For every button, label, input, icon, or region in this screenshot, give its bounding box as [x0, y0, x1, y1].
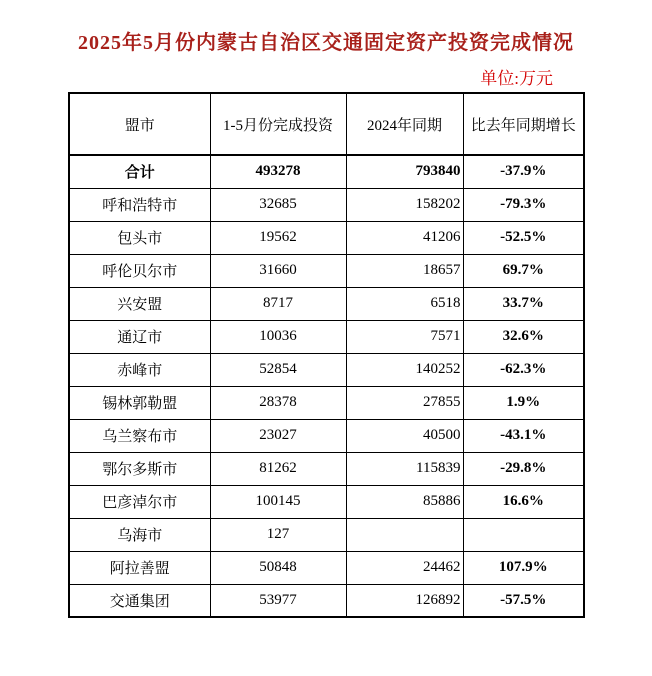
cell-growth-rate: -62.3% [463, 353, 584, 386]
col-header-league-city: 盟市 [69, 93, 210, 155]
cell-previous-year: 27855 [346, 386, 463, 419]
cell-region: 阿拉善盟 [69, 551, 210, 584]
cell-previous-year: 7571 [346, 320, 463, 353]
col-header-jan-may-investment: 1-5月份完成投资 [210, 93, 346, 155]
cell-previous-year: 158202 [346, 188, 463, 221]
cell-growth-rate [463, 518, 584, 551]
cell-growth-rate: 16.6% [463, 485, 584, 518]
cell-current-investment: 127 [210, 518, 346, 551]
cell-region: 乌兰察布市 [69, 419, 210, 452]
cell-previous-year: 85886 [346, 485, 463, 518]
cell-current-investment: 52854 [210, 353, 346, 386]
cell-current-investment: 50848 [210, 551, 346, 584]
cell-growth-rate: -57.5% [463, 584, 584, 617]
cell-region: 巴彦淖尔市 [69, 485, 210, 518]
cell-previous-year: 41206 [346, 221, 463, 254]
cell-previous-year: 126892 [346, 584, 463, 617]
cell-region: 锡林郭勒盟 [69, 386, 210, 419]
cell-current-investment: 31660 [210, 254, 346, 287]
cell-region: 兴安盟 [69, 287, 210, 320]
page-title: 2025年5月份内蒙古自治区交通固定资产投资完成情况 [78, 32, 574, 54]
col-header-2024-same-period: 2024年同期 [346, 93, 463, 155]
cell-growth-rate: 107.9% [463, 551, 584, 584]
cell-previous-year: 40500 [346, 419, 463, 452]
cell-region: 赤峰市 [69, 353, 210, 386]
cell-growth-rate: 69.7% [463, 254, 584, 287]
cell-region: 通辽市 [69, 320, 210, 353]
table-row-total [69, 155, 584, 188]
cell-growth-rate: -43.1% [463, 419, 584, 452]
table-row [69, 221, 584, 254]
cell-previous-year [346, 518, 463, 551]
cell-current-investment: 32685 [210, 188, 346, 221]
table-row [69, 485, 584, 518]
table-row [69, 584, 584, 617]
table-row [69, 419, 584, 452]
cell-region: 鄂尔多斯市 [69, 452, 210, 485]
cell-region: 乌海市 [69, 518, 210, 551]
cell-previous-year: 24462 [346, 551, 463, 584]
cell-growth-rate: 1.9% [463, 386, 584, 419]
cell-current-investment: 81262 [210, 452, 346, 485]
cell-growth-rate: 32.6% [463, 320, 584, 353]
cell-current-investment: 10036 [210, 320, 346, 353]
cell-previous-year: 18657 [346, 254, 463, 287]
cell-previous-year: 6518 [346, 287, 463, 320]
cell-region: 呼和浩特市 [69, 188, 210, 221]
cell-previous-year: 115839 [346, 452, 463, 485]
cell-growth-rate: -52.5% [463, 221, 584, 254]
table-row [69, 551, 584, 584]
cell-current-investment: 28378 [210, 386, 346, 419]
cell-region: 合计 [69, 155, 210, 188]
table-row [69, 320, 584, 353]
cell-previous-year: 793840 [346, 155, 463, 188]
table-header-row [69, 93, 584, 155]
table-row [69, 188, 584, 221]
cell-current-investment: 493278 [210, 155, 346, 188]
cell-current-investment: 19562 [210, 221, 346, 254]
cell-growth-rate: -37.9% [463, 155, 584, 188]
col-header-yoy-growth: 比去年同期增长 [463, 93, 584, 155]
cell-growth-rate: -79.3% [463, 188, 584, 221]
table-row [69, 518, 584, 551]
cell-region: 包头市 [69, 221, 210, 254]
cell-current-investment: 100145 [210, 485, 346, 518]
cell-previous-year: 140252 [346, 353, 463, 386]
cell-current-investment: 53977 [210, 584, 346, 617]
cell-current-investment: 23027 [210, 419, 346, 452]
cell-region: 交通集团 [69, 584, 210, 617]
investment-table [68, 92, 585, 618]
cell-region: 呼伦贝尔市 [69, 254, 210, 287]
cell-growth-rate: -29.8% [463, 452, 584, 485]
table-row [69, 353, 584, 386]
unit-label: 单位:万元 [480, 69, 553, 88]
table-row [69, 287, 584, 320]
cell-current-investment: 8717 [210, 287, 346, 320]
table-row [69, 452, 584, 485]
table-row [69, 254, 584, 287]
table-row [69, 386, 584, 419]
cell-growth-rate: 33.7% [463, 287, 584, 320]
